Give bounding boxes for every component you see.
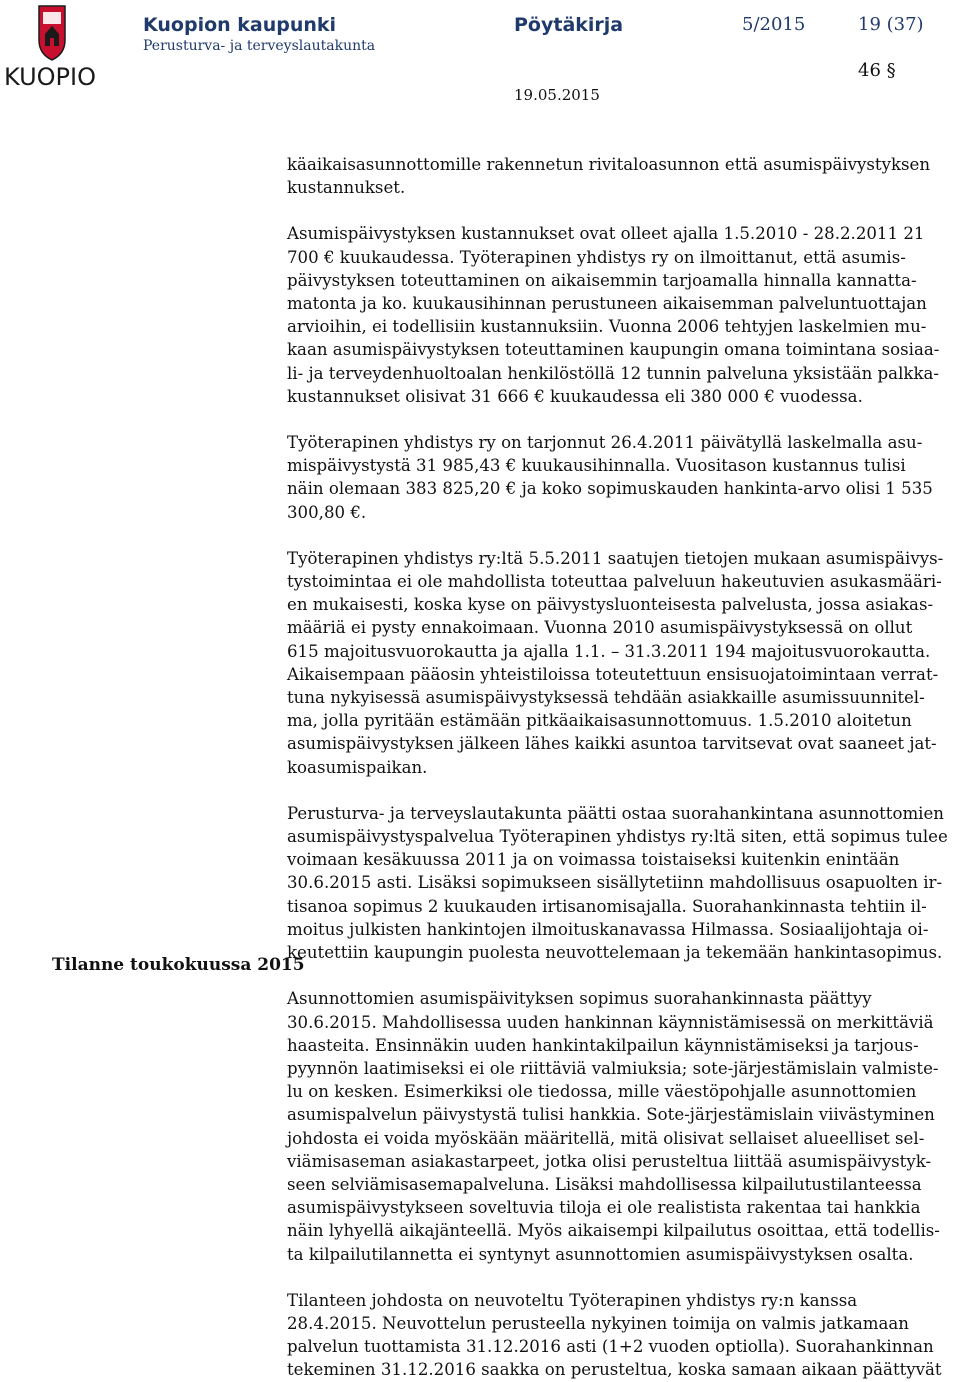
paragraph: käaikaisasunnottomille rakennetun rivitaloasunnon että asumispäivystyksen kustannukset. [287,155,931,198]
meeting-number: 5/2015 [742,14,806,35]
board-name: Perusturva- ja terveyslautakunta [143,38,376,54]
kuopio-logo [4,4,100,94]
coat-of-arms-icon [37,4,67,62]
document-type: Pöytäkirja [514,14,624,36]
document-body [287,153,959,1382]
logo-wordmark: KUOPIO [4,63,96,91]
paragraph: Työterapinen yhdistys ry on tarjonnut 26.4.2011 päivätyllä laskelmalla asu- mispäivystystä 31 985,43 € kuukausihinnalla. Vuositason kustannus tulisi näin olemaan 383 825,20 € ja koko sopimuskauden hankinta-arvo olisi 1 535 300,80 €. [287,433,933,522]
paragraph: Tilanteen johdosta on neuvoteltu Työterapinen yhdistys ry:n kanssa 28.4.2015. Neuvottelun perusteella nykyinen toimija on valmis jatkamaan palvelun tuottamista 31.12.2016 asti (1+2 vuoden optiolla). Suorahankinnan tekeminen 31.12.2016 saakka on perusteltua, koska samaan aikaan päättyvät [287,1290,942,1380]
paragraph: Perusturva- ja terveyslautakunta päätti ostaa suorahankintana asunnottomien asumispäivystyspalvelua Työterapinen yhdistys ry:ltä siten, että sopimus tulee voimaan kesäkuussa 2011 ja on voimassa toistaiseksi kuitenkin enintään 30.6.2015 asti. Lisäksi sopimukseen sisällytetiinn mahdollisuus osapuolten ir- tisanoa sopimus 2 kuukauden irtisanomisajalla. Suorahankinnasta tehtiin il- moitus julkisten hankintojen ilmoituskanavassa Hilmassa. Sosiaalijohtaja oi- keutettiin kaupungin puolesta neuvottelemaan ja tekemään hankintasopimus. [287,803,948,963]
paragraph: Työterapinen yhdistys ry:ltä 5.5.2011 saatujen tietojen mukaan asumispäivys- tystoimintaa ei ole mahdollista toteuttaa palveluun hakeutuvien asukasmääri- en mukaisesti, koska kyse on päivystysluonteisesta palvelusta, jossa asiakas- määriä ei pysty ennakoimaan. Vuonna 2010 asumispäivystyksessä on ollut 615 majoitusvuorokautta ja ajalla 1.1. – 31.3.2011 194 majoitusvuorokautta. Aikaisempaan pääosin yhteistiloissa toteutettuun ensisuojatoimintaan verrat- tuna nykyisessä asumispäivystyksessä tehdään asiakkaille asumissuunnitel- ma, jolla pyritään estämään pitkäaikaisasunnottomuus. 1.5.2010 aloitetun asumispäivystyksen jälkeen lähes kaikki asuntoa tarvitsevat ovat saaneet jat- koasumispaikan. [287,548,944,777]
organization-name: Kuopion kaupunki [143,14,337,36]
side-heading: Tilanne toukokuussa 2015 [52,955,305,975]
paragraph: Asumispäivystyksen kustannukset ovat olleet ajalla 1.5.2010 - 28.2.2011 21 700 € kuukaudessa. Työterapinen yhdistys ry on ilmoittanut, että asumis- päivystyksen toteuttaminen on aikaisemmin tarjoamalla hinnalla kannatta- matonta ja ko. kuukausihinnan perustuneen aikaisemman palveluntuottajan arvioihin, ei todellisiin kustannuksiin. Vuonna 2006 tehtyjen laskelmien mu- kaan asumispäivystyksen toteuttaminen kaupungin omana toimintana sosiaa- li- ja terveydenhuoltoalan henkilöstöllä 12 tunnin palveluna yksistään palkka- kustannukset olisivat 31 666 € kuukaudessa eli 380 000 € vuodessa. [287,224,940,406]
paragraph: Asunnottomien asumispäivityksen sopimus suorahankinnasta päättyy 30.6.2015. Mahdollisessa uuden hankinnan käynnistämisessä on merkittäviä haasteita. Ensinnäkin uuden hankintakilpailun käynnistämiseksi ja tarjous- pyynnön laatimiseksi ei ole riittäviä valmiuksia; sote-järjestämislain valmiste- lu on kesken. Esimerkiksi ole tiedossa, mille väestöpohjalle asunnottomien asumispalvelun päivystystä tulisi hankkia. Sote-järjestämislain viivästyminen johdosta ei voida myöskään määritellä, mitä olisivat sellaiset alueelliset sel- viämisaseman asiakastarpeet, jotka olisi perusteltua liittää asumispäivystyk- seen selviämisasemapalveluna. Lisäksi mahdollisessa kilpailutustilanteessa asumispäivystykseen soveltuvia tiloja ei ole realistista rakentaa tai hankkia näin lyhyellä aikajänteellä. Myös aikaisempi kilpailutus osoittaa, että todellis- ta kilpailutilannetta ei syntynyt asunnottomien asumispäivystyksen osalta. [287,989,940,1264]
page-number: 19 (37) [858,14,924,35]
section-number: 46 § [858,60,896,81]
meeting-date: 19.05.2015 [514,86,600,104]
